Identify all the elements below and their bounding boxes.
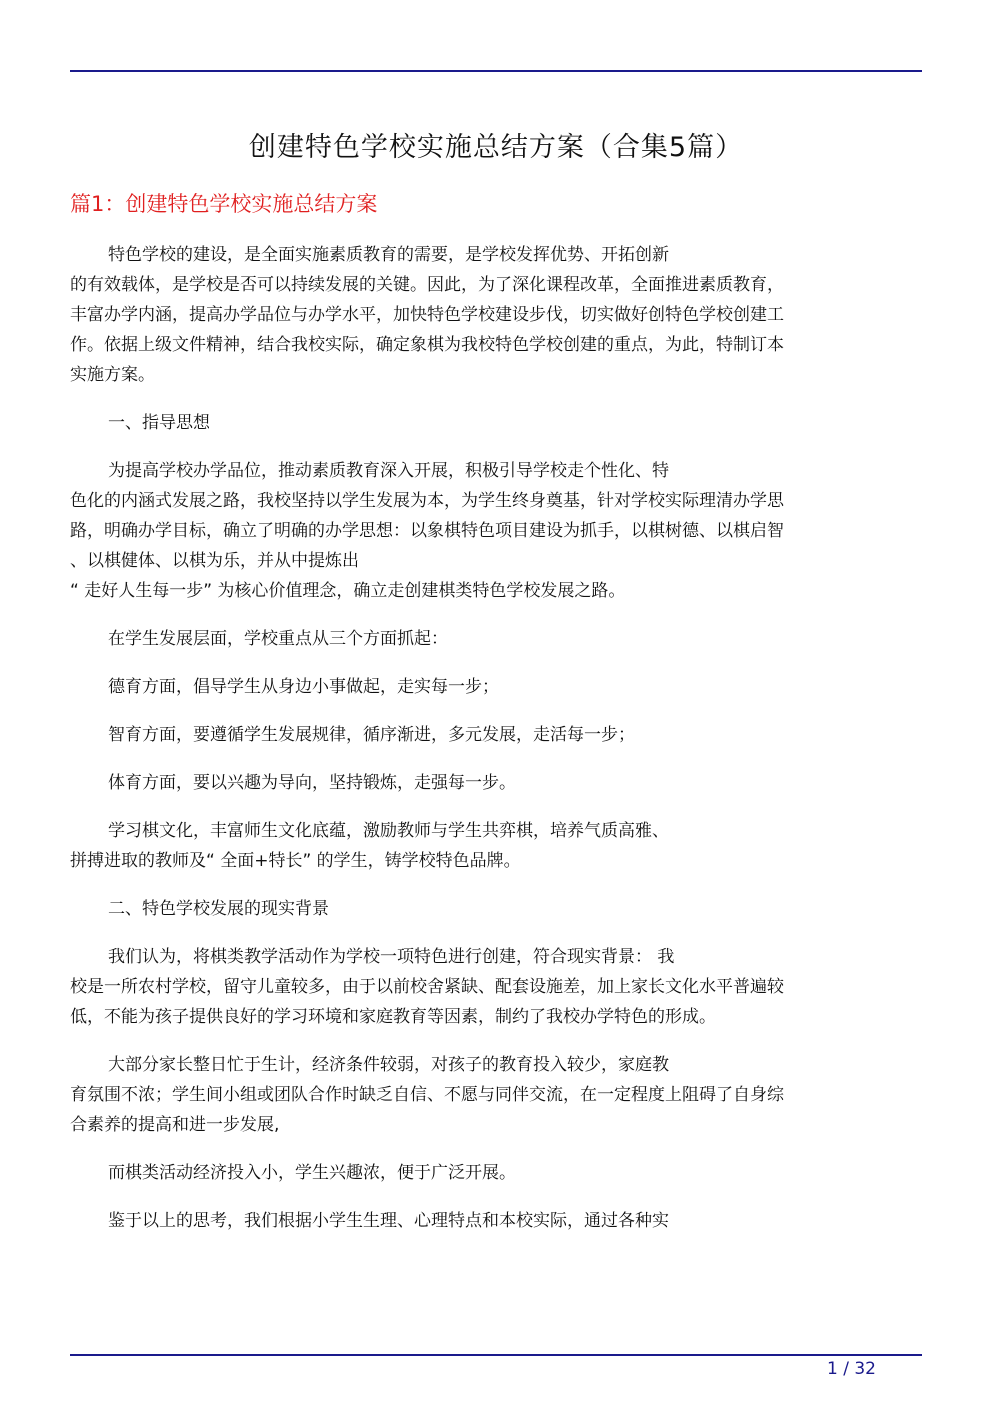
paragraph-line: 大部分家长整日忙于生计，经济条件较弱，对孩子的教育投入较少，家庭教 xyxy=(108,1055,669,1075)
paragraph xyxy=(70,720,915,750)
paragraph-line: 合素养的提高和进一步发展, xyxy=(70,1115,280,1135)
paragraph xyxy=(70,1050,915,1140)
paragraph-line: 二、特色学校发展的现实背景 xyxy=(108,899,329,919)
paragraph-line: 鉴于以上的思考，我们根据小学生生理、心理特点和本校实际，通过各种实 xyxy=(108,1211,669,1231)
paragraph-line: 作。依据上级文件精神，结合我校实际，确定象棋为我校特色学校创建的重点，为此，特制订本 xyxy=(70,335,784,355)
document-body xyxy=(70,240,915,1254)
paragraph xyxy=(70,1206,915,1236)
paragraph xyxy=(70,816,915,876)
paragraph-line: 特色学校的建设，是全面实施素质教育的需要，是学校发挥优势、开拓创新 xyxy=(108,245,669,265)
paragraph-line: 育氛围不浓；学生间小组或团队合作时缺乏自信、不愿与同伴交流，在一定程度上阻碍了自身综 xyxy=(70,1085,784,1105)
paragraph-line: 实施方案。 xyxy=(70,365,155,385)
paragraph-line: 体育方面，要以兴趣为导向，坚持锻炼，走强每一步。 xyxy=(108,773,516,793)
paragraph-line: 一、指导思想 xyxy=(108,413,210,433)
paragraph-line: “ 走好人生每一步” 为核心价值理念，确立走创建棋类特色学校发展之路。 xyxy=(70,581,626,601)
paragraph xyxy=(70,624,915,654)
paragraph-line: 学习棋文化，丰富师生文化底蕴，激励教师与学生共弈棋，培养气质高雅、 xyxy=(108,821,669,841)
paragraph-line: 丰富办学内涵，提高办学品位与办学水平，加快特色学校建设步伐，切实做好创特色学校创建工 xyxy=(70,305,784,325)
paragraph xyxy=(70,240,915,390)
paragraph xyxy=(70,408,915,438)
paragraph-line: 低，不能为孩子提供良好的学习环境和家庭教育等因素，制约了我校办学特色的形成。 xyxy=(70,1007,716,1027)
page-indicator: 1 / 32 xyxy=(827,1359,876,1379)
paragraph-line: 我们认为，将棋类教学活动作为学校一项特色进行创建，符合现实背景： 我 xyxy=(108,947,675,967)
paragraph-line: 智育方面，要遵循学生发展规律，循序渐进，多元发展，走活每一步； xyxy=(108,725,635,745)
paragraph-line: 拼搏进取的教师及“ 全面+特长” 的学生，铸学校特色品牌。 xyxy=(70,851,521,871)
paragraph-line: 而棋类活动经济投入小，学生兴趣浓，便于广泛开展。 xyxy=(108,1163,516,1183)
paragraph xyxy=(70,942,915,1032)
document-title: 创建特色学校实施总结方案（合集5篇） xyxy=(248,132,744,163)
paragraph-line: 路，明确办学目标，确立了明确的办学思想：以象棋特色项目建设为抓手，以棋树德、以棋启智 xyxy=(70,521,784,541)
paragraph xyxy=(70,1158,915,1188)
paragraph xyxy=(70,894,915,924)
paragraph-line: 的有效载体，是学校是否可以持续发展的关键。因此，为了深化课程改革，全面推进素质教育， xyxy=(70,275,784,295)
paragraph-line: 校是一所农村学校，留守儿童较多，由于以前校舍紧缺、配套设施差，加上家长文化水平普遍较 xyxy=(70,977,784,997)
paragraph-line: 为提高学校办学品位，推动素质教育深入开展，积极引导学校走个性化、特 xyxy=(108,461,669,481)
chapter-heading: 篇1：创建特色学校实施总结方案 xyxy=(70,192,378,216)
paragraph-line: 德育方面，倡导学生从身边小事做起，走实每一步； xyxy=(108,677,499,697)
paragraph xyxy=(70,672,915,702)
paragraph-line: 、以棋健体、以棋为乐，并从中提炼出 xyxy=(70,551,359,571)
paragraph xyxy=(70,456,915,606)
paragraph-line: 色化的内涵式发展之路，我校坚持以学生发展为本，为学生终身奠基，针对学校实际理清办学思 xyxy=(70,491,784,511)
footer-rule xyxy=(70,1354,922,1356)
header-rule xyxy=(70,70,922,72)
paragraph xyxy=(70,768,915,798)
paragraph-line: 在学生发展层面，学校重点从三个方面抓起： xyxy=(108,629,448,649)
